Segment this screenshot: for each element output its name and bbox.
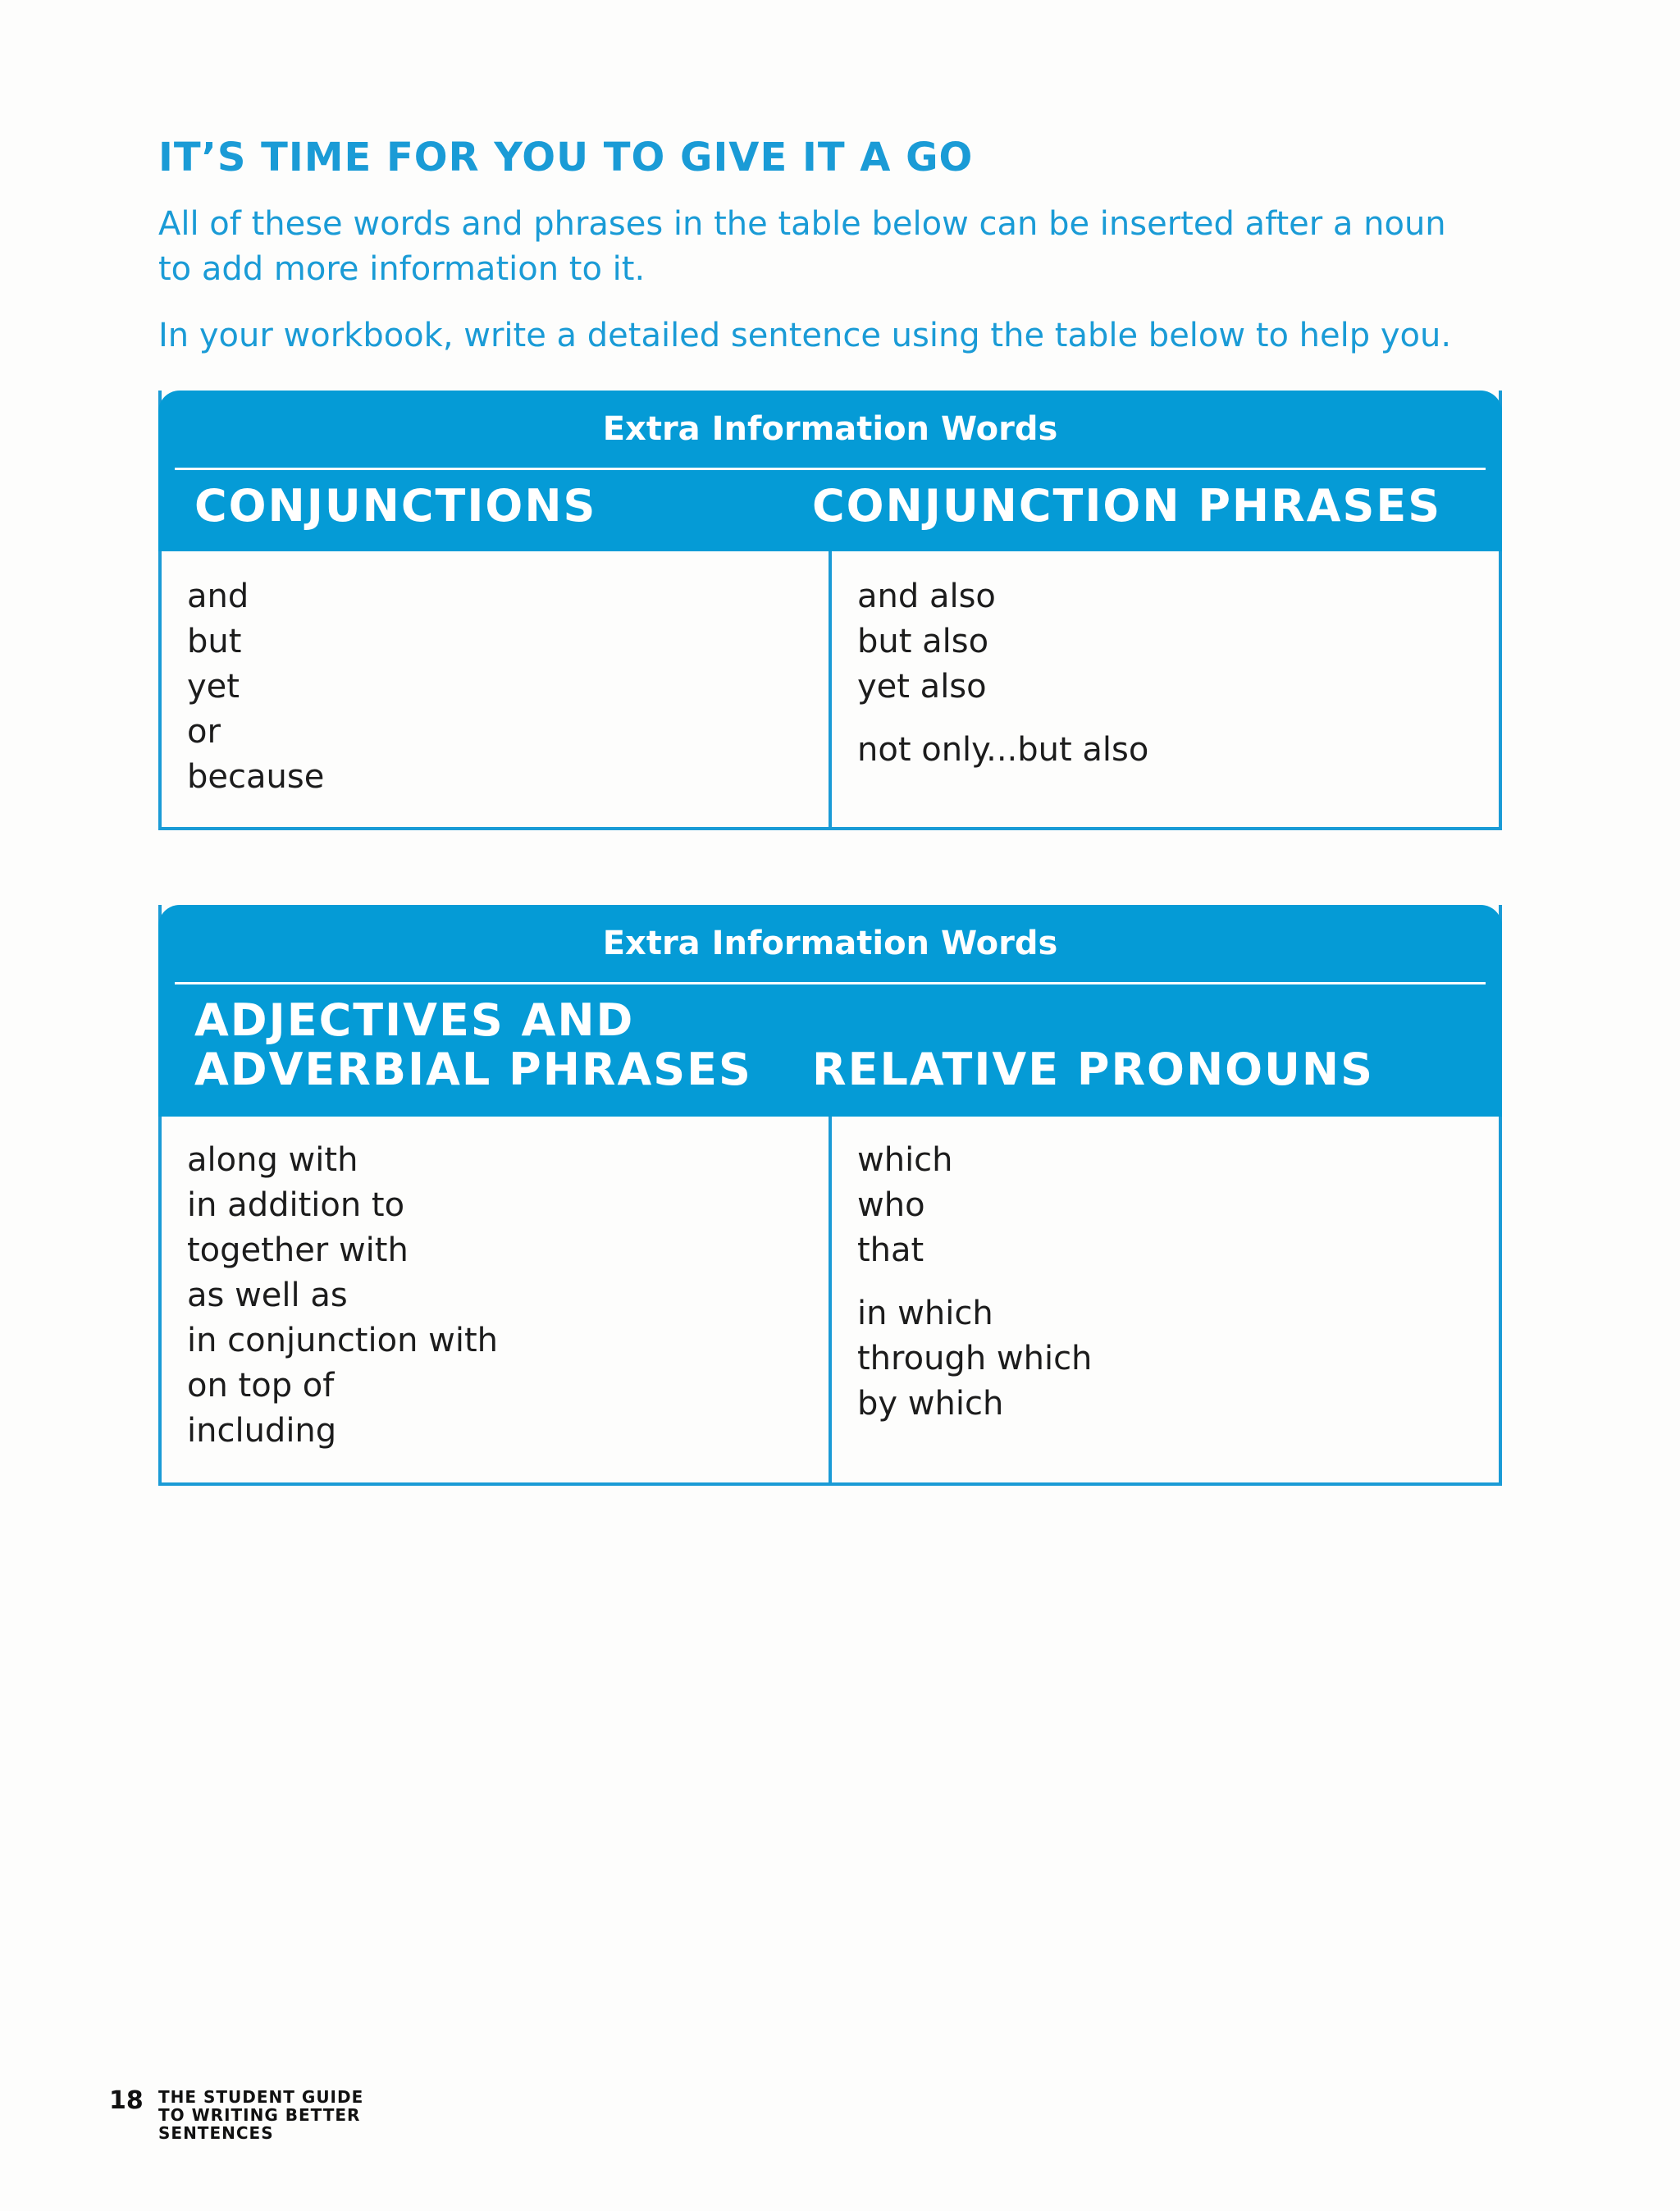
page-heading: IT’S TIME FOR YOU TO GIVE IT A GO <box>158 135 974 180</box>
table-header <box>158 905 1502 1117</box>
list-item: who <box>857 1186 925 1224</box>
column-title-line: ADVERBIAL PHRASES <box>194 1044 752 1095</box>
list-item: or <box>187 713 221 751</box>
column-adjectives <box>162 1117 832 1486</box>
book-title-line: SENTENCES <box>158 2123 274 2143</box>
list-item: and also <box>857 578 996 615</box>
list-item: in which <box>857 1295 993 1332</box>
list-item: yet also <box>857 668 987 706</box>
list-item: together with <box>187 1231 409 1269</box>
column-conjunction-phrases <box>832 551 1499 830</box>
table-header <box>158 391 1502 551</box>
column-conjunctions <box>162 551 832 830</box>
table-caption: Extra Information Words <box>602 410 1058 448</box>
list-item: in addition to <box>187 1186 405 1224</box>
list-item: by which <box>857 1385 1004 1423</box>
intro-paragraph-1: All of these words and phrases in the table below can be inserted after a noun to add more information to it. <box>158 205 1446 288</box>
list-item: but <box>187 623 242 660</box>
book-title-line: TO WRITING BETTER <box>158 2105 361 2125</box>
table-conjunctions <box>158 391 1502 830</box>
list-item: including <box>187 1412 337 1450</box>
column-title-adjectives <box>158 984 812 1094</box>
list-item: along with <box>187 1141 358 1179</box>
list-item: yet <box>187 668 240 706</box>
book-title <box>158 2088 404 2142</box>
list-item: on top of <box>187 1367 335 1405</box>
book-title-line: THE STUDENT GUIDE <box>158 2087 364 2107</box>
list-item: not only...but also <box>857 731 1149 769</box>
column-title-conjunctions: CONJUNCTIONS <box>194 480 597 532</box>
list-item: through which <box>857 1340 1093 1377</box>
column-title-line: ADJECTIVES AND <box>194 994 635 1046</box>
table-adjectives-pronouns <box>158 905 1502 1486</box>
page-number: 18 <box>109 2086 144 2115</box>
column-relative-pronouns <box>832 1117 1499 1486</box>
list-item: and <box>187 578 249 615</box>
list-item: because <box>187 758 325 796</box>
list-item: that <box>857 1231 924 1269</box>
intro-paragraph-2: In your workbook, write a detailed sentence using the table below to help you. <box>158 317 1452 354</box>
list-item: in conjunction with <box>187 1322 499 1359</box>
list-item: as well as <box>187 1277 348 1314</box>
table-caption: Extra Information Words <box>602 925 1058 962</box>
list-item: but also <box>857 623 989 660</box>
column-title-relative-pronouns: RELATIVE PRONOUNS <box>812 1044 1374 1095</box>
list-item: which <box>857 1141 953 1179</box>
column-title-conjunction-phrases: CONJUNCTION PHRASES <box>812 480 1442 532</box>
